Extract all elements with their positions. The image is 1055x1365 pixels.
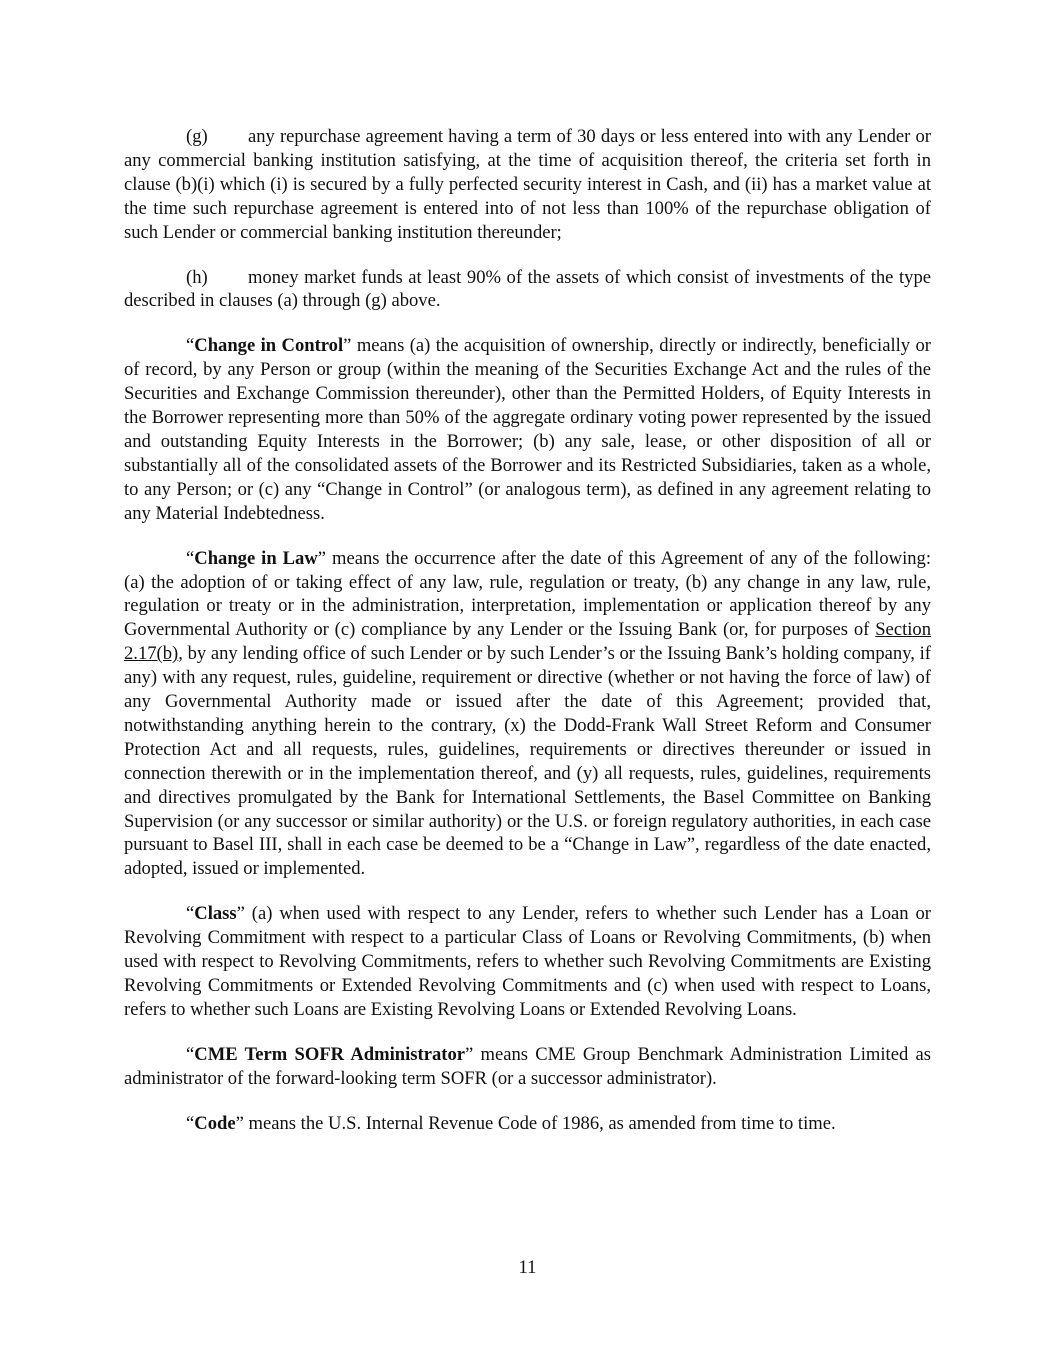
close-quote: ” bbox=[317, 547, 327, 569]
definition-text: means CME Group Benchmark Administration Limited as administrator of the forward-looking term SOFR (or a successor administrator). bbox=[124, 1043, 932, 1089]
clause-h bbox=[124, 266, 931, 314]
clause-h-text: money market funds at least 90% of the assets of which consist of investments of the type described in clauses (a) through (g) above. bbox=[124, 266, 931, 312]
defined-term: Change in Law bbox=[194, 547, 318, 569]
section-reference: Section 2.17(b) bbox=[124, 619, 931, 665]
definition-text: means the U.S. Internal Revenue Code of 1986, as amended from time to time. bbox=[243, 1112, 836, 1134]
close-quote: ” bbox=[343, 335, 352, 357]
document-page bbox=[124, 125, 931, 1157]
definition-change-in-law bbox=[124, 547, 931, 882]
clause-h-label: (h) bbox=[186, 266, 208, 288]
clause-g-text: any repurchase agreement having a term of 30 days or less entered into with any Lender or any commercial banking institution satisfying, at the time of acquisition thereof, the criteria set forth in clause (b)(i) which (i) is secured by a fully perfected security interest in Cash, and (ii) has a market value at the time such repurchase agreement is entered into of not less than 100% of the repurchase obligation of such Lender or commercial banking institution thereunder; bbox=[124, 126, 931, 243]
defined-term: Change in Control bbox=[194, 335, 344, 357]
open-quote: “ bbox=[186, 903, 195, 925]
close-quote: ” bbox=[235, 1112, 244, 1134]
open-quote: “ bbox=[186, 1043, 195, 1065]
close-quote: ” bbox=[236, 903, 245, 925]
open-quote: “ bbox=[186, 335, 195, 357]
definition-class bbox=[124, 902, 931, 1022]
open-quote: “ bbox=[186, 1112, 195, 1134]
clause-g-label: (g) bbox=[186, 126, 208, 147]
definition-text-part-2: , by any lending office of such Lender or by such Lender’s or the Issuing Bank’s holding company, if any) with any request, rules, guideline, requirement or directive (whether or not having the force of law) of any Governmental Authority made or issued after the date of this Agreement; provided that, notwithstanding anything herein to the contrary, (x) the Dodd-Frank Wall Street Reform and Consumer Protection Act and all requests, rules, guidelines, requirements or directives thereunder or issued in connection therewith or in the implementation thereof, and (y) all requests, rules, guidelines, requirements and directives promulgated by the Bank for International Settlements, the Basel Committee on Banking Supervision (or any successor or similar authority) or the U.S. or foreign regulatory authorities, in each case pursuant to Basel III, shall in each case be deemed to be a “Change in Law”, regardless of the date enacted, adopted, issued or implemented. bbox=[124, 643, 931, 880]
page-number: 11 bbox=[518, 1257, 537, 1278]
close-quote: ” bbox=[465, 1043, 474, 1065]
clause-g bbox=[124, 125, 931, 245]
definition-text-part-1: means the occurrence after the date of this Agreement of any of the following: (a) the adoption of or taking effect of any law, rule, regulation or treaty, (b) any change in any law, rule, regulation or treaty or in the administration, interpretation, implementation or application thereof by any Governmental Authority or (c) compliance by any Lender or the Issuing Bank (or, for purposes of bbox=[124, 547, 932, 641]
definition-text: (a) when used with respect to any Lender, refers to whether such Lender has a Loan or Revolving Commitment with respect to a particular Class of Loans or Revolving Commitments, (b) when used with respect to Revolving Commitments, refers to whether such Revolving Commitments are Existing Revolving Commitments or Extended Revolving Commitments and (c) when used with respect to Loans, refers to whether such Loans are Existing Revolving Loans or Extended Revolving Loans. bbox=[124, 903, 931, 1020]
defined-term: Class bbox=[194, 903, 237, 925]
defined-term: Code bbox=[194, 1112, 236, 1134]
definition-cme-term-sofr-administrator bbox=[124, 1043, 931, 1091]
definition-change-in-control bbox=[124, 334, 931, 525]
definition-code bbox=[124, 1112, 931, 1136]
defined-term: CME Term SOFR Administrator bbox=[194, 1043, 465, 1065]
definition-text: means (a) the acquisition of ownership, directly or indirectly, beneficially or of record, by any Person or group (within the meaning of the Securities Exchange Act and the rules of the Securities and Exchange Commission thereunder), other than the Permitted Holders, of Equity Interests in the Borrower representing more than 50% of the aggregate ordinary voting power represented by the issued and outstanding Equity Interests in the Borrower; (b) any sale, lease, or other disposition of all or substantially all of the consolidated assets of the Borrower and its Restricted Subsidiaries, taken as a whole, to any Person; or (c) any “Change in Control” (or analogous term), as defined in any agreement relating to any Material Indebtedness. bbox=[124, 335, 931, 524]
open-quote: “ bbox=[186, 547, 195, 569]
